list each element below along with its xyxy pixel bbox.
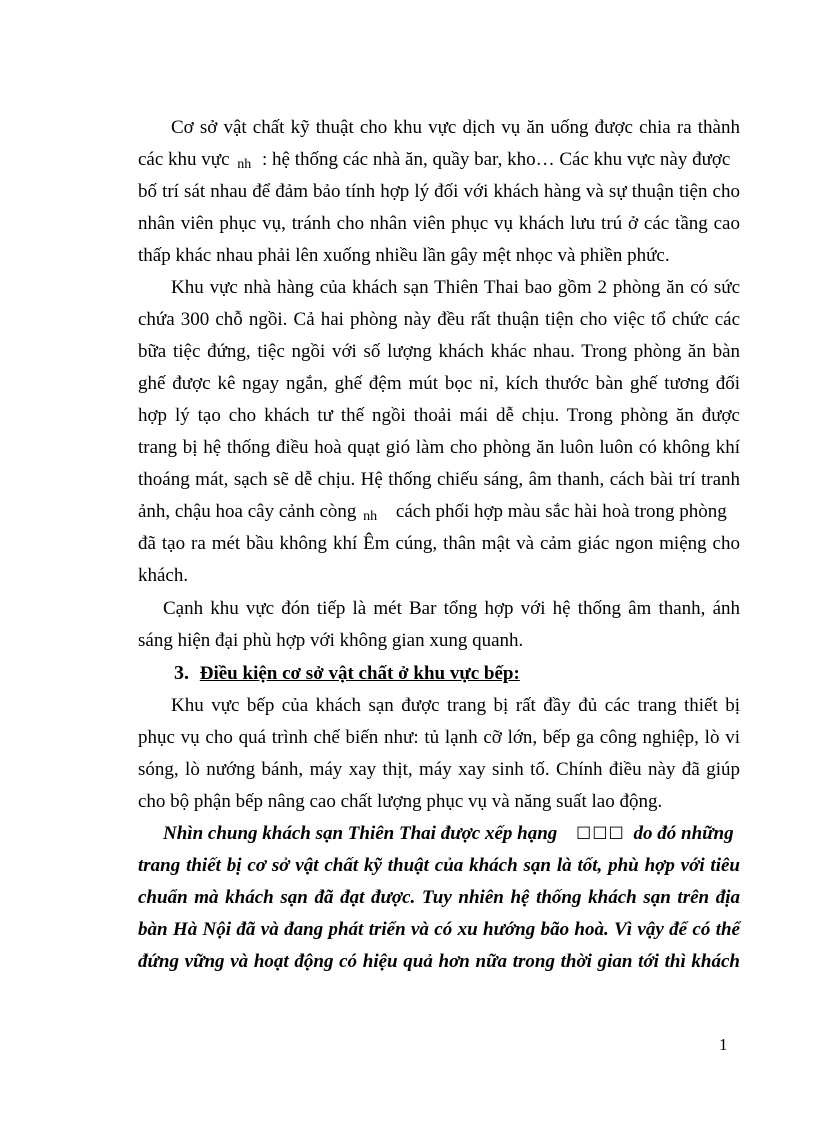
paragraph-2-line-10 [138, 565, 188, 587]
text-span: Khu vực bếp của khách sạn được trang bị rất đầy đủ các trang thiết bị [171, 695, 740, 716]
text-span: ảnh, chậu hoa cây cảnh còng [138, 501, 357, 522]
paragraph-2-line-2 [138, 309, 740, 331]
abbreviation-subscript: nh [363, 509, 378, 524]
text-span: đã tạo ra mét bầu không khí Êm cúng, thân mật và cảm giác ngon miệng cho [138, 533, 740, 554]
text-span: Cơ sở vật chất kỹ thuật cho khu vực dịch vụ ăn uống được chia ra thành [171, 117, 740, 138]
text-span: : hệ thống các nhà ăn, quầy bar, kho… Các khu vực này được [262, 149, 731, 170]
text-span: nhân viên phục vụ, tránh cho nhân viên phục vụ khách lưu trú ở các tầng cao [138, 213, 740, 234]
section-heading [174, 662, 520, 685]
section-title: Điều kiện cơ sở vật chất ở khu vực bếp: [199, 663, 520, 684]
paragraph-1-line-5 [138, 245, 670, 267]
section-number: 3. [174, 662, 189, 684]
text-span: bố trí sát nhau để đảm bảo tính hợp lý đối với khách hàng và sự thuận tiện cho [138, 181, 740, 202]
paragraph-4-line-3 [138, 759, 740, 781]
paragraph-2-line-9 [138, 533, 740, 555]
paragraph-2-line-1 [171, 277, 740, 299]
text-span: hợp lý tạo cho khách tư thế ngồi thoải mái dễ chịu. Trong phòng ăn được [138, 405, 740, 426]
paragraph-1-line-2 [138, 149, 740, 173]
text-span: Nhìn chung khách sạn Thiên Thai được xếp hạng [163, 823, 558, 844]
paragraph-4-line-2 [138, 727, 740, 749]
paragraph-2-line-4 [138, 373, 740, 395]
text-span: Cạnh khu vực đón tiếp là mét Bar tổng hợp với hệ thống âm thanh, ánh [163, 598, 740, 619]
paragraph-5-line-3 [138, 887, 740, 909]
text-span: phục vụ cho quá trình chế biến như: tủ lạnh cỡ lớn, bếp ga công nghiệp, lò vi [138, 727, 740, 748]
text-span: chứa 300 chỗ ngồi. Cả hai phòng này đều rất thuận tiện cho việc tổ chức các [138, 309, 740, 330]
abbreviation-subscript: nh [237, 157, 252, 172]
paragraph-5-line-4 [138, 919, 740, 941]
paragraph-1-line-1 [171, 117, 740, 139]
text-span: Khu vực nhà hàng của khách sạn Thiên Thai bao gồm 2 phòng ăn có sức [171, 277, 740, 298]
text-span: do đó những [633, 823, 734, 844]
paragraph-2-line-5 [138, 405, 740, 427]
paragraph-2-line-7 [138, 469, 740, 491]
text-span: sóng, lò nướng bánh, máy xay thịt, máy xay sinh tố. Chính điều này đã giúp [138, 759, 740, 780]
text-span: các khu vực [138, 149, 230, 170]
paragraph-2-line-6 [138, 437, 740, 459]
text-span: bữa tiệc đứng, tiệc ngồi với số lượng khách khác nhau. Trong phòng ăn bàn [138, 341, 740, 362]
text-span: thấp khác nhau phải lên xuống nhiều lần gây mệt nhọc và phiền phức. [138, 245, 670, 266]
page-number: 1 [719, 1035, 728, 1054]
text-span: sáng hiện đại phù hợp với không gian xung quanh. [138, 630, 524, 651]
text-span: trang bị hệ thống điều hoà quạt gió làm cho phòng ăn luôn luôn có không khí [138, 437, 740, 458]
text-span: khách. [138, 565, 189, 586]
paragraph-4-line-1 [171, 695, 740, 717]
paragraph-4-line-4 [138, 791, 662, 813]
paragraph-5-line-2 [138, 855, 740, 877]
text-span: cho bộ phận bếp nâng cao chất lượng phục vụ và năng suất lao động. [138, 791, 663, 812]
text-span: chuẩn mà khách sạn đã đạt được. Tuy nhiên hệ thống khách sạn trên địa [138, 887, 740, 908]
paragraph-5-line-5 [138, 951, 740, 973]
text-span: cách phối hợp màu sắc hài hoà trong phòng [395, 501, 727, 522]
rating-placeholder-boxes: ☐☐☐ [576, 824, 625, 843]
text-span: ghế được kê ngay ngắn, ghế đệm mút bọc nỉ, kích thước bàn ghế tương đối [138, 373, 740, 394]
text-span: trang thiết bị cơ sở vật chất kỹ thuật của khách sạn là tốt, phù hợp với tiêu [138, 855, 740, 876]
text-span: bàn Hà Nội đã và đang phát triển và có xu hướng bão hoà. Vì vậy để có thể [138, 919, 740, 940]
paragraph-3-line-2 [138, 630, 523, 652]
paragraph-1-line-3 [138, 181, 740, 203]
paragraph-5-line-1 [163, 823, 740, 845]
text-span: thoáng mát, sạch sẽ dễ chịu. Hệ thống chiếu sáng, âm thanh, cách bài trí tranh [138, 469, 740, 490]
text-span: đứng vững và hoạt động có hiệu quả hơn nữa trong thời gian tới thì khách [138, 951, 740, 972]
paragraph-1-line-4 [138, 213, 740, 235]
paragraph-2-line-8 [138, 501, 740, 525]
paragraph-3-line-1 [163, 598, 740, 620]
paragraph-2-line-3 [138, 341, 740, 363]
